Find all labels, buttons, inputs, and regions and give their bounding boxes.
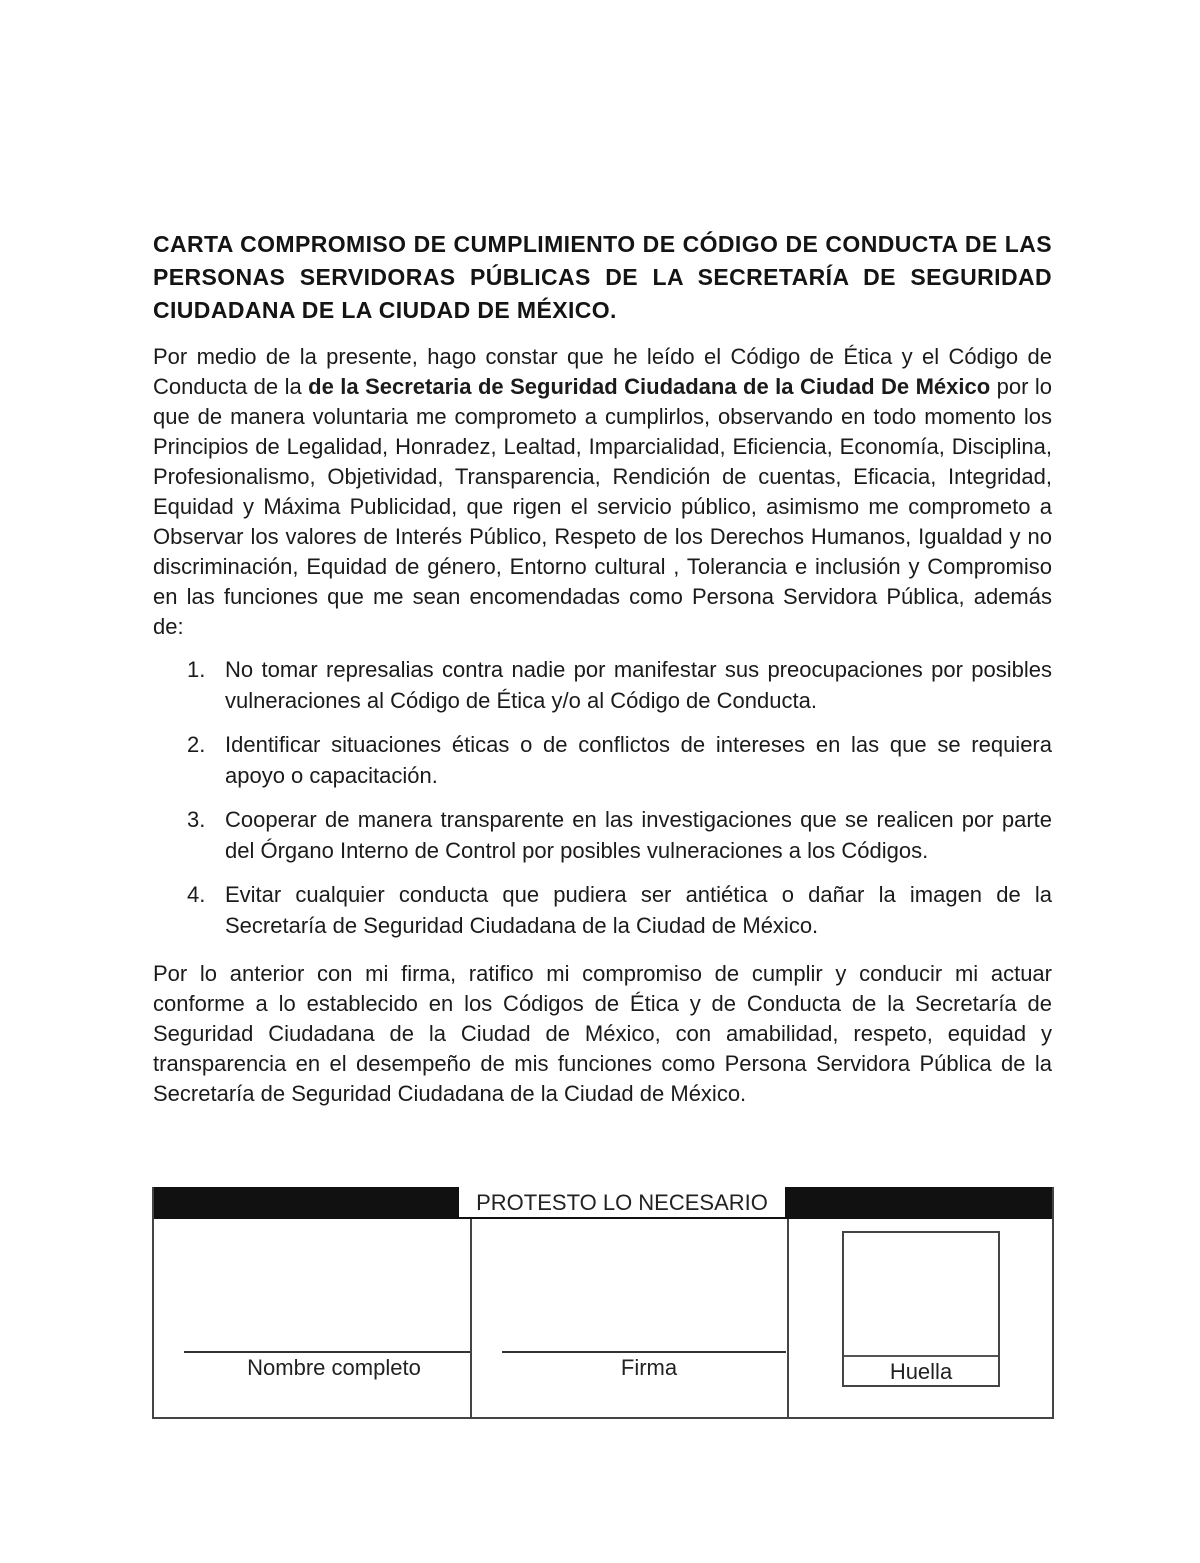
list-item-number: 1.	[187, 657, 206, 682]
intro-bold-entity: de la Secretaria de Seguridad Ciudadana de la Ciudad De México	[308, 374, 991, 399]
list-item	[153, 879, 1052, 941]
column-divider	[787, 1219, 789, 1417]
document-title: CARTA COMPROMISO DE CUMPLIMIENTO DE CÓDIGO DE CONDUCTA DE LAS PERSONAS SERVIDORAS PÚBLICAS DE LA SECRETARÍA DE SEGURIDAD CIUDADANA DE LA CIUDAD DE MÉXICO.	[153, 231, 1052, 323]
fingerprint-box	[842, 1231, 1000, 1387]
signature-table-header	[154, 1187, 1052, 1219]
signature-header-label: PROTESTO LO NECESARIO	[459, 1187, 785, 1219]
intro-text-end: por lo que de manera voluntaria me comprometo a cumplirlos, observando en todo momento los Principios de Legalidad, Honradez, Lealtad, Imparcialidad, Eficiencia, Economía, Disciplina, Profesionalismo, Objetividad, Transparencia, Rendición de cuentas, Eficacia, Integridad, Equidad y Máxima Publicidad, que rigen el servicio público, asimismo me comprometo a Observar los valores de Interés Público, Respeto de los Derechos Humanos, Igualdad y no discriminación, Equidad de género, Entorno cultural , Tolerancia e inclusión y Compromiso en las funciones que me sean encomendadas como Persona Servidora Pública, además de:	[153, 374, 1052, 639]
document-body	[153, 228, 1052, 1109]
list-item-number: 3.	[187, 807, 206, 832]
list-item-number: 2.	[187, 732, 206, 757]
list-item-text: Cooperar de manera transparente en las investigaciones que se realicen por parte del Órgano Interno de Control por posibles vulneraciones a los Códigos.	[225, 807, 1052, 863]
list-item-number: 4.	[187, 882, 206, 907]
column-divider	[470, 1219, 472, 1417]
intro-paragraph	[153, 342, 1052, 642]
commitments-list	[153, 654, 1052, 941]
intro-text-start: Por medio de la presente, hago constar que he leído el Código de Ética y el Código de Conducta de la	[153, 344, 1052, 399]
signature-field-label: Firma	[620, 1355, 678, 1380]
list-item-text: No tomar represalias contra nadie por manifestar sus preocupaciones por posibles vulneraciones al Código de Ética y/o al Código de Conducta.	[225, 657, 1052, 713]
list-item-text: Identificar situaciones éticas o de conflictos de intereses en las que se requiera apoyo o capacitación.	[225, 732, 1052, 788]
list-item	[153, 804, 1052, 866]
signature-table	[152, 1187, 1054, 1419]
name-signature-line	[184, 1351, 470, 1353]
name-field-label: Nombre completo	[247, 1355, 421, 1380]
closing-paragraph: Por lo anterior con mi firma, ratifico mi compromiso de cumplir y conducir mi actuar conforme a lo establecido en los Códigos de Ética y de Conducta de la Secretaría de Seguridad Ciudadana de la Ciudad de México, con amabilidad, respeto, equidad y transparencia en el desempeño de mis funciones como Persona Servidora Pública de la Secretaría de Seguridad Ciudadana de la Ciudad de México.	[153, 961, 1052, 1106]
list-item	[153, 654, 1052, 716]
signature-line	[502, 1351, 786, 1353]
list-item	[153, 729, 1052, 791]
fingerprint-field-label: Huella	[844, 1355, 998, 1385]
list-item-text: Evitar cualquier conducta que pudiera ser antiética o dañar la imagen de la Secretaría de Seguridad Ciudadana de la Ciudad de México.	[225, 882, 1052, 938]
